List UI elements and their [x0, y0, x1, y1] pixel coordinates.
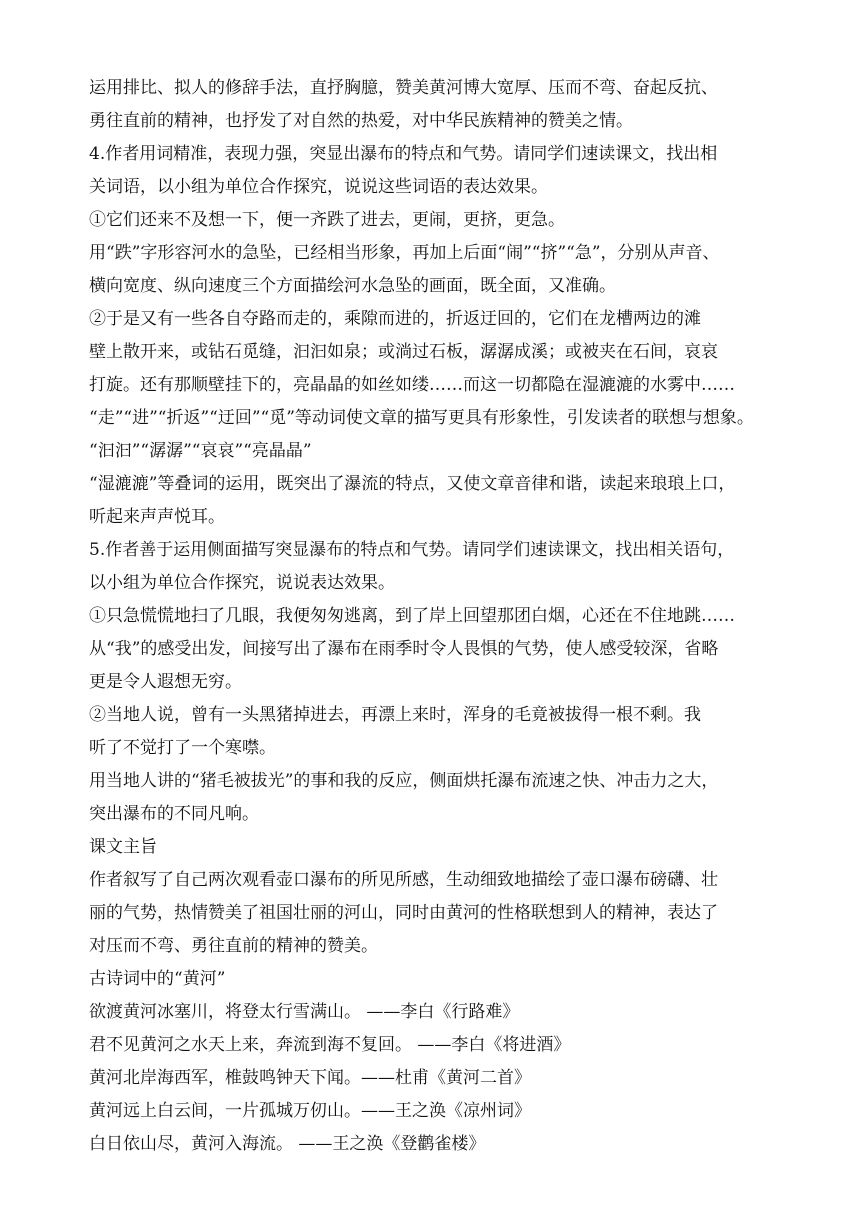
text-line: “汩汩”“潺潺”“哀哀”“亮晶晶” — [89, 441, 312, 461]
text-line: 用当地人讲的“猪毛被拔光”的事和我的反应，侧面烘托瀑布流速之快、冲击力之大， — [89, 771, 719, 791]
poem-line: 君不见黄河之水天上来，奔流到海不复回。 ——李白《将进酒》 — [89, 1035, 571, 1055]
text-line: “湿漉漉”等叠词的运用，既突出了瀑流的特点，又使文章音律和谐，读起来琅琅上口， — [89, 474, 736, 494]
text-line: 关词语，以小组为单位合作探究，说说这些词语的表达效果。 — [89, 177, 548, 197]
text-line: 勇往直前的精神，也抒发了对自然的热爱，对中华民族精神的赞美之情。 — [89, 111, 633, 131]
text-line: 丽的气势，热情赞美了祖国壮丽的河山，同时由黄河的性格联想到人的精神，表达了 — [89, 903, 718, 923]
poem-line: 黄河远上白云间，一片孤城万仞山。——王之涣《凉州词》 — [89, 1101, 531, 1121]
text-line: 4.作者用词精准，表现力强，突显出瀑布的特点和气势。请同学们速读课文，找出相 — [89, 144, 718, 164]
text-line: ②当地人说，曾有一头黑猪掉进去，再漂上来时，浑身的毛竟被拔得一根不剩。我 — [89, 705, 701, 725]
section-heading: 古诗词中的“黄河” — [89, 969, 226, 989]
text-line: 5.作者善于运用侧面描写突显瀑布的特点和气势。请同学们速读课文，找出相关语句， — [89, 540, 735, 560]
poem-line: 黄河北岸海西军，椎鼓鸣钟天下闻。——杜甫《黄河二首》 — [89, 1068, 531, 1088]
text-line: 打旋。还有那顺壁挂下的，亮晶晶的如丝如缕……而这一切都隐在湿漉漉的水雾中…… — [89, 375, 735, 395]
text-line: ②于是又有一些各自夺路而走的，乘隙而进的，折返迂回的，它们在龙槽两边的滩 — [89, 309, 701, 329]
text-line: 听了不觉打了一个寒噤。 — [89, 738, 276, 758]
text-line: 对压而不弯、勇往直前的精神的赞美。 — [89, 936, 378, 956]
text-line: 横向宽度、纵向速度三个方面描绘河水急坠的画面，既全面，又准确。 — [89, 276, 616, 296]
text-line: 突出瀑布的不同凡响。 — [89, 804, 259, 824]
text-line: 从“我”的感受出发，间接写出了瀑布在雨季时令人畏惧的气势，使人感受较深，省略 — [89, 639, 719, 659]
text-line: 更是令人遐想无穷。 — [89, 672, 242, 692]
section-heading: 课文主旨 — [89, 837, 157, 857]
poem-line: 欲渡黄河冰塞川，将登太行雪满山。 ——李白《行路难》 — [89, 1002, 520, 1022]
poem-line: 白日依山尽，黄河入海流。 ——王之涣《登鹳雀楼》 — [89, 1134, 486, 1154]
text-line: 壁上散开来，或钻石觅缝，汩汩如泉；或淌过石板，潺潺成溪；或被夹在石间，哀哀 — [89, 342, 718, 362]
text-line: “走”“进”“折返”“迂回”“觅”等动词使文章的描写更具有形象性，引发读者的联想与想象。 — [89, 408, 754, 428]
text-line: 用“跌”字形容河水的急坠，已经相当形象，再加上后面“闹”“挤”“急”，分别从声音、 — [89, 243, 720, 263]
text-line: 运用排比、拟人的修辞手法，直抒胸臆，赞美黄河博大宽厚、压而不弯、奋起反抗、 — [89, 78, 718, 98]
text-line: ①它们还来不及想一下，便一齐跌了进去，更闹，更挤，更急。 — [89, 210, 565, 230]
text-line: 作者叙写了自己两次观看壶口瀑布的所见所感，生动细致地描绘了壶口瀑布磅礴、壮 — [89, 870, 718, 890]
text-line: 听起来声声悦耳。 — [89, 507, 225, 527]
text-line: 以小组为单位合作探究，说说表达效果。 — [89, 573, 395, 593]
text-line: ①只急慌慌地扫了几眼，我便匆匆逃离，到了岸上回望那团白烟，心还在不住地跳…… — [89, 606, 735, 626]
